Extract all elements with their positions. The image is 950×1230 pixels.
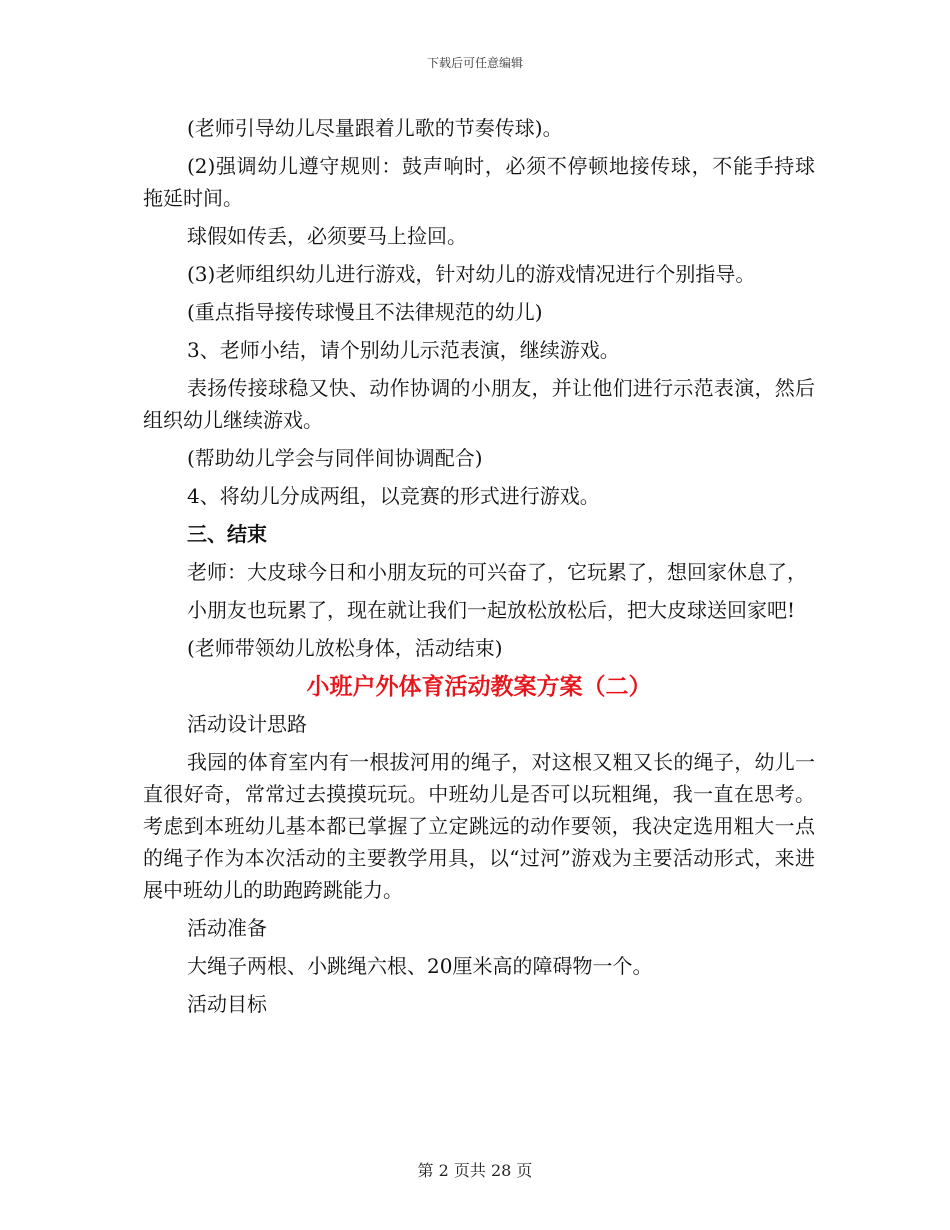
page-header: 下载后可任意编辑 (426, 56, 523, 70)
paragraph: 活动准备 (187, 916, 267, 940)
paragraph: (3)老师组织幼儿进行游戏，针对幼儿的游戏情况进行个别指导。 (187, 262, 756, 286)
paragraph: 活动目标 (187, 992, 267, 1016)
paragraph: (重点指导接传球慢且不法律规范的幼儿) (187, 300, 543, 324)
paragraph: 表扬传接球稳又快、动作协调的小朋友，并让他们进行示范表演，然后组织幼儿继续游戏。 (143, 376, 815, 432)
paragraph: 3、老师小结，请个别幼儿示范表演，继续游戏。 (187, 338, 620, 362)
paragraph: (老师带领幼儿放松身体，活动结束) (187, 636, 503, 660)
paragraph: 活动设计思路 (187, 712, 307, 736)
page-footer: 第 2 页共 28 页 (417, 1161, 533, 1180)
paragraph: 我园的体育室内有一根拔河用的绳子，对这根又粗又长的绳子，幼儿一直很好奇，常常过去摸摸玩玩。中班幼儿是否可以玩粗绳，我一直在思考。考虑到本班幼儿基本都已掌握了立定跳远的动作要领，我决定选用粗大一点的绳子作为本次活动的主要教学用具，以“过河”游戏为主要活动形式，来进展中班幼儿的助跑跨跳能力。 (143, 750, 815, 902)
paragraph: (帮助幼儿学会与同伴间协调配合) (187, 446, 483, 470)
paragraph: 球假如传丢，必须要马上捡回。 (187, 224, 467, 248)
paragraph: 小朋友也玩累了，现在就让我们一起放松放松后，把大皮球送回家吧! (187, 598, 796, 622)
section-heading: 三、结束 (187, 522, 267, 546)
document-title: 小班户外体育活动教案方案（二） (306, 674, 652, 700)
paragraph: 4、将幼儿分成两组，以竞赛的形式进行游戏。 (187, 484, 600, 508)
paragraph: (2)强调幼儿遵守规则：鼓声响时，必须不停顿地接传球，不能手持球拖延时间。 (143, 154, 815, 210)
paragraph: 大绳子两根、小跳绳六根、20厘米高的障碍物一个。 (187, 954, 653, 978)
paragraph: 老师：大皮球今日和小朋友玩的可兴奋了，它玩累了，想回家休息了， (187, 560, 807, 584)
paragraph: (老师引导幼儿尽量跟着儿歌的节奏传球)。 (187, 116, 563, 140)
document-body (143, 112, 815, 1026)
